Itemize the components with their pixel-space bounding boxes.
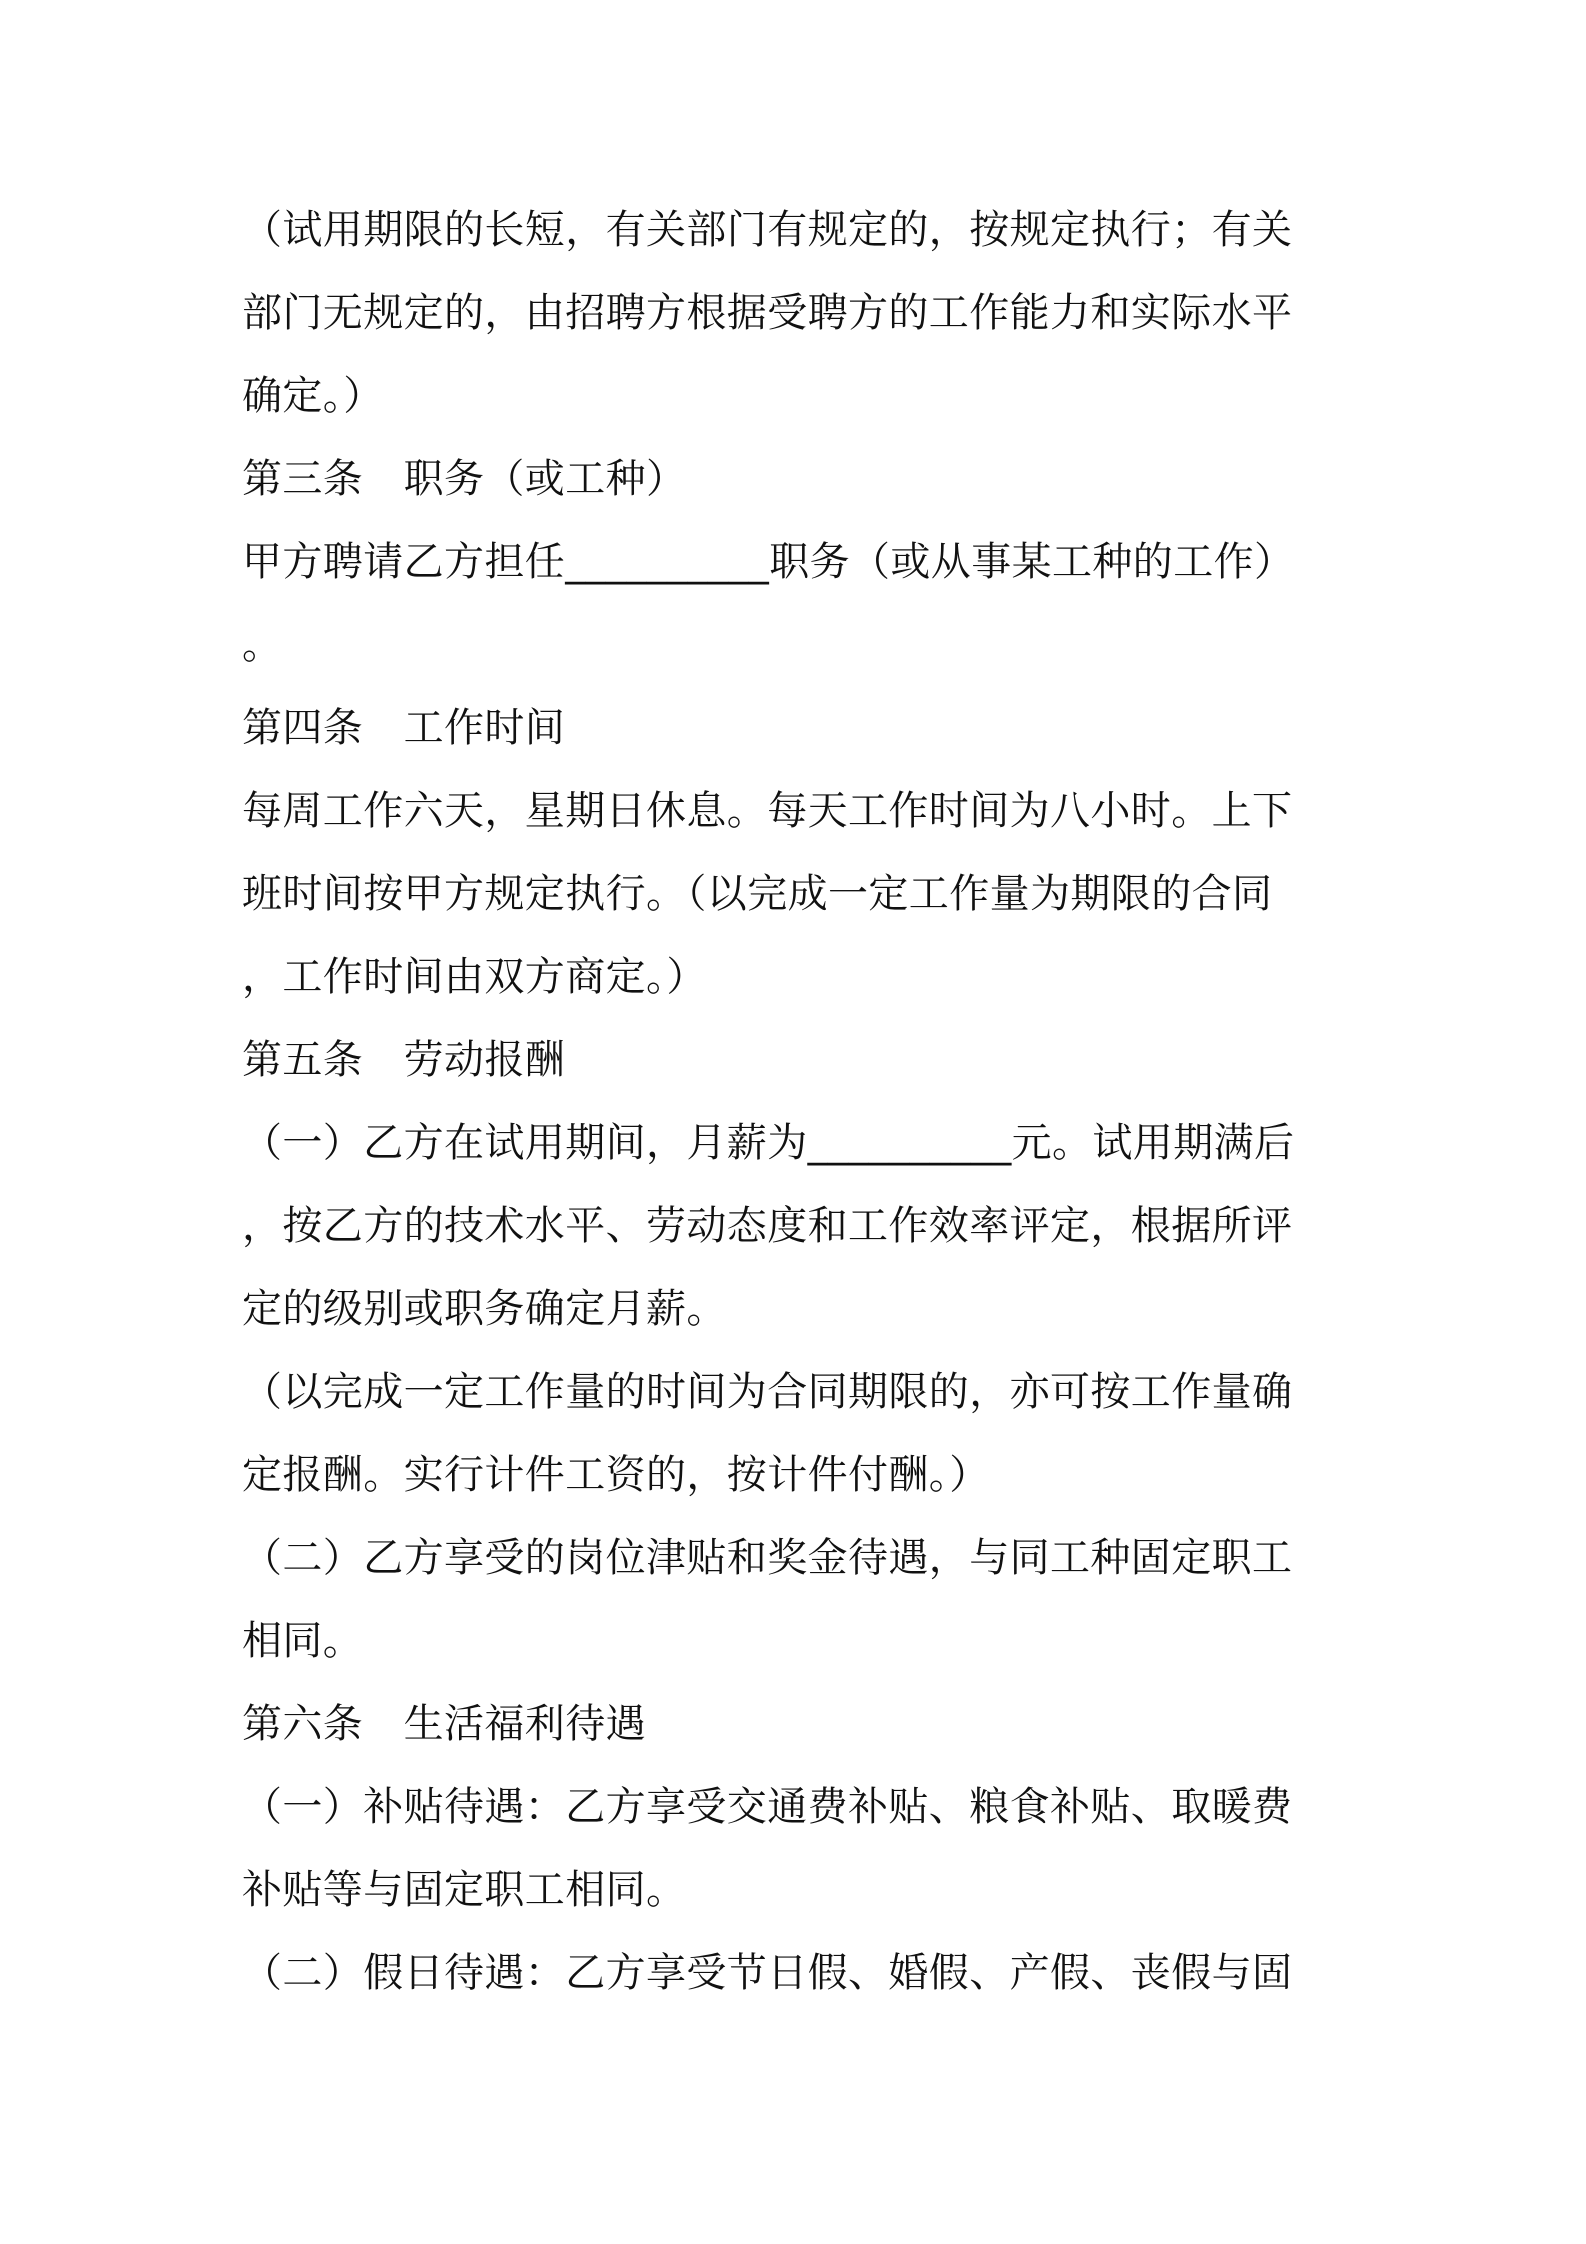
paragraph-line: 确定。） xyxy=(242,373,384,419)
section-heading: 第三条 职务（或工种） xyxy=(242,456,687,502)
paragraph-line: ，按乙方的技术水平、劳动态度和工作效率评定，根据所评 xyxy=(242,1203,1293,1249)
paragraph-line: 定的级别或职务确定月薪。 xyxy=(242,1286,727,1332)
paragraph-line: （以完成一定工作量的时间为合同期限的，亦可按工作量确 xyxy=(242,1369,1293,1415)
paragraph-line: 相同。 xyxy=(242,1618,364,1664)
paragraph-line: 甲方聘请乙方担任__________职务（或从事某工种的工作） xyxy=(242,539,1295,585)
paragraph-line: （一）乙方在试用期间，月薪为__________元。试用期满后 xyxy=(242,1120,1295,1166)
paragraph-line: （一）补贴待遇：乙方享受交通费补贴、粮食补贴、取暖费 xyxy=(242,1784,1293,1830)
paragraph-line: 每周工作六天，星期日休息。每天工作时间为八小时。上下 xyxy=(242,788,1293,834)
paragraph-line: 补贴等与固定职工相同。 xyxy=(242,1867,687,1913)
paragraph-line: 班时间按甲方规定执行。（以完成一定工作量为期限的合同 xyxy=(242,871,1273,917)
paragraph-line: 。 xyxy=(242,622,283,668)
paragraph-line: 定报酬。实行计件工资的，按计件付酬。） xyxy=(242,1452,990,1498)
paragraph-line: ，工作时间由双方商定。） xyxy=(242,954,707,1000)
paragraph-line: 部门无规定的，由招聘方根据受聘方的工作能力和实际水平 xyxy=(242,290,1293,336)
paragraph-line: （二）乙方享受的岗位津贴和奖金待遇，与同工种固定职工 xyxy=(242,1535,1293,1581)
section-heading: 第五条 劳动报酬 xyxy=(242,1037,566,1083)
paragraph-line: （二）假日待遇：乙方享受节日假、婚假、产假、丧假与固 xyxy=(242,1950,1293,1996)
section-heading: 第六条 生活福利待遇 xyxy=(242,1701,646,1747)
paragraph-line: （试用期限的长短，有关部门有规定的，按规定执行；有关 xyxy=(242,207,1293,253)
section-heading: 第四条 工作时间 xyxy=(242,705,566,751)
